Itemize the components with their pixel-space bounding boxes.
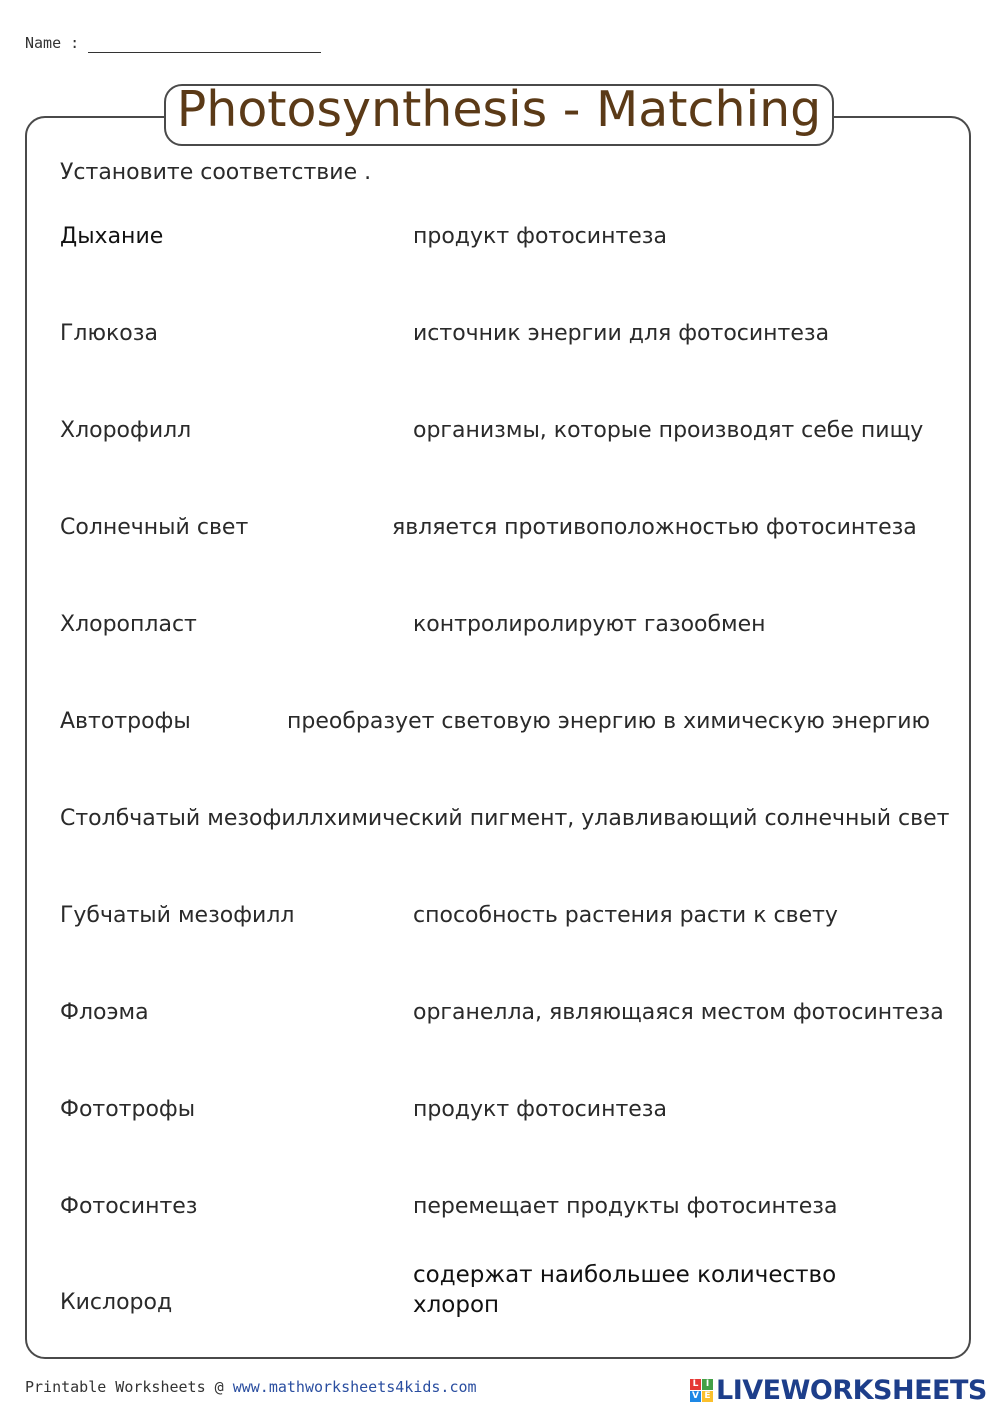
definition-item[interactable]: способность растения расти к свету: [413, 903, 838, 928]
term-item[interactable]: Флоэма: [60, 1000, 149, 1025]
definition-item[interactable]: содержат наибольшее количество хлороп: [413, 1262, 837, 1318]
definition-item[interactable]: химический пигмент, улавливающий солнечный свет: [324, 806, 950, 831]
name-input-line[interactable]: [88, 52, 321, 53]
liveworksheets-logo[interactable]: [690, 1373, 987, 1407]
definition-item[interactable]: источник энергии для фотосинтеза: [413, 321, 830, 346]
definition-item[interactable]: преобразует световую энергию в химическую энергию: [287, 709, 931, 734]
term-item[interactable]: Губчатый мезофилл: [60, 903, 295, 928]
logo-badge-letter: I: [702, 1379, 713, 1390]
term-item[interactable]: Фотосинтез: [60, 1194, 198, 1219]
logo-badge-icon: [690, 1379, 713, 1402]
logo-badge-letter: V: [690, 1391, 701, 1402]
footer-credit: [25, 1378, 477, 1396]
worksheet-frame: [25, 116, 971, 1359]
definition-item[interactable]: продукт фотосинтеза: [413, 224, 667, 249]
definition-item[interactable]: перемещает продукты фотосинтеза: [413, 1194, 838, 1219]
logo-badge-letter: E: [702, 1391, 713, 1402]
term-item[interactable]: Дыхание: [60, 224, 164, 249]
term-item[interactable]: Автотрофы: [60, 709, 191, 734]
logo-text: LIVEWORKSHEETS: [716, 1374, 987, 1406]
footer-printable-label: Printable Worksheets @: [25, 1378, 224, 1396]
term-item[interactable]: Кислород: [60, 1290, 173, 1315]
page-title: Photosynthesis - Matching: [176, 81, 822, 138]
instruction-text: Установите соответствие .: [60, 160, 372, 185]
definition-item[interactable]: организмы, которые производят себе пищу: [413, 418, 924, 443]
term-item[interactable]: Столбчатый мезофилл: [60, 806, 324, 831]
logo-badge-letter: L: [690, 1379, 701, 1390]
term-item[interactable]: Хлоропласт: [60, 612, 197, 637]
footer-website-link[interactable]: www.mathworksheets4kids.com: [232, 1378, 477, 1396]
term-item[interactable]: Фототрофы: [60, 1097, 196, 1122]
definition-item[interactable]: контролиролируют газообмен: [413, 612, 766, 637]
name-label: Name :: [25, 34, 80, 52]
definition-item[interactable]: органелла, являющаяся местом фотосинтеза: [413, 1000, 944, 1025]
term-item[interactable]: Глюкоза: [60, 321, 158, 346]
definition-item[interactable]: является противоположностью фотосинтеза: [392, 515, 917, 540]
term-item[interactable]: Хлорофилл: [60, 418, 192, 443]
term-item[interactable]: Солнечный свет: [60, 515, 249, 540]
definition-item[interactable]: продукт фотосинтеза: [413, 1097, 667, 1122]
